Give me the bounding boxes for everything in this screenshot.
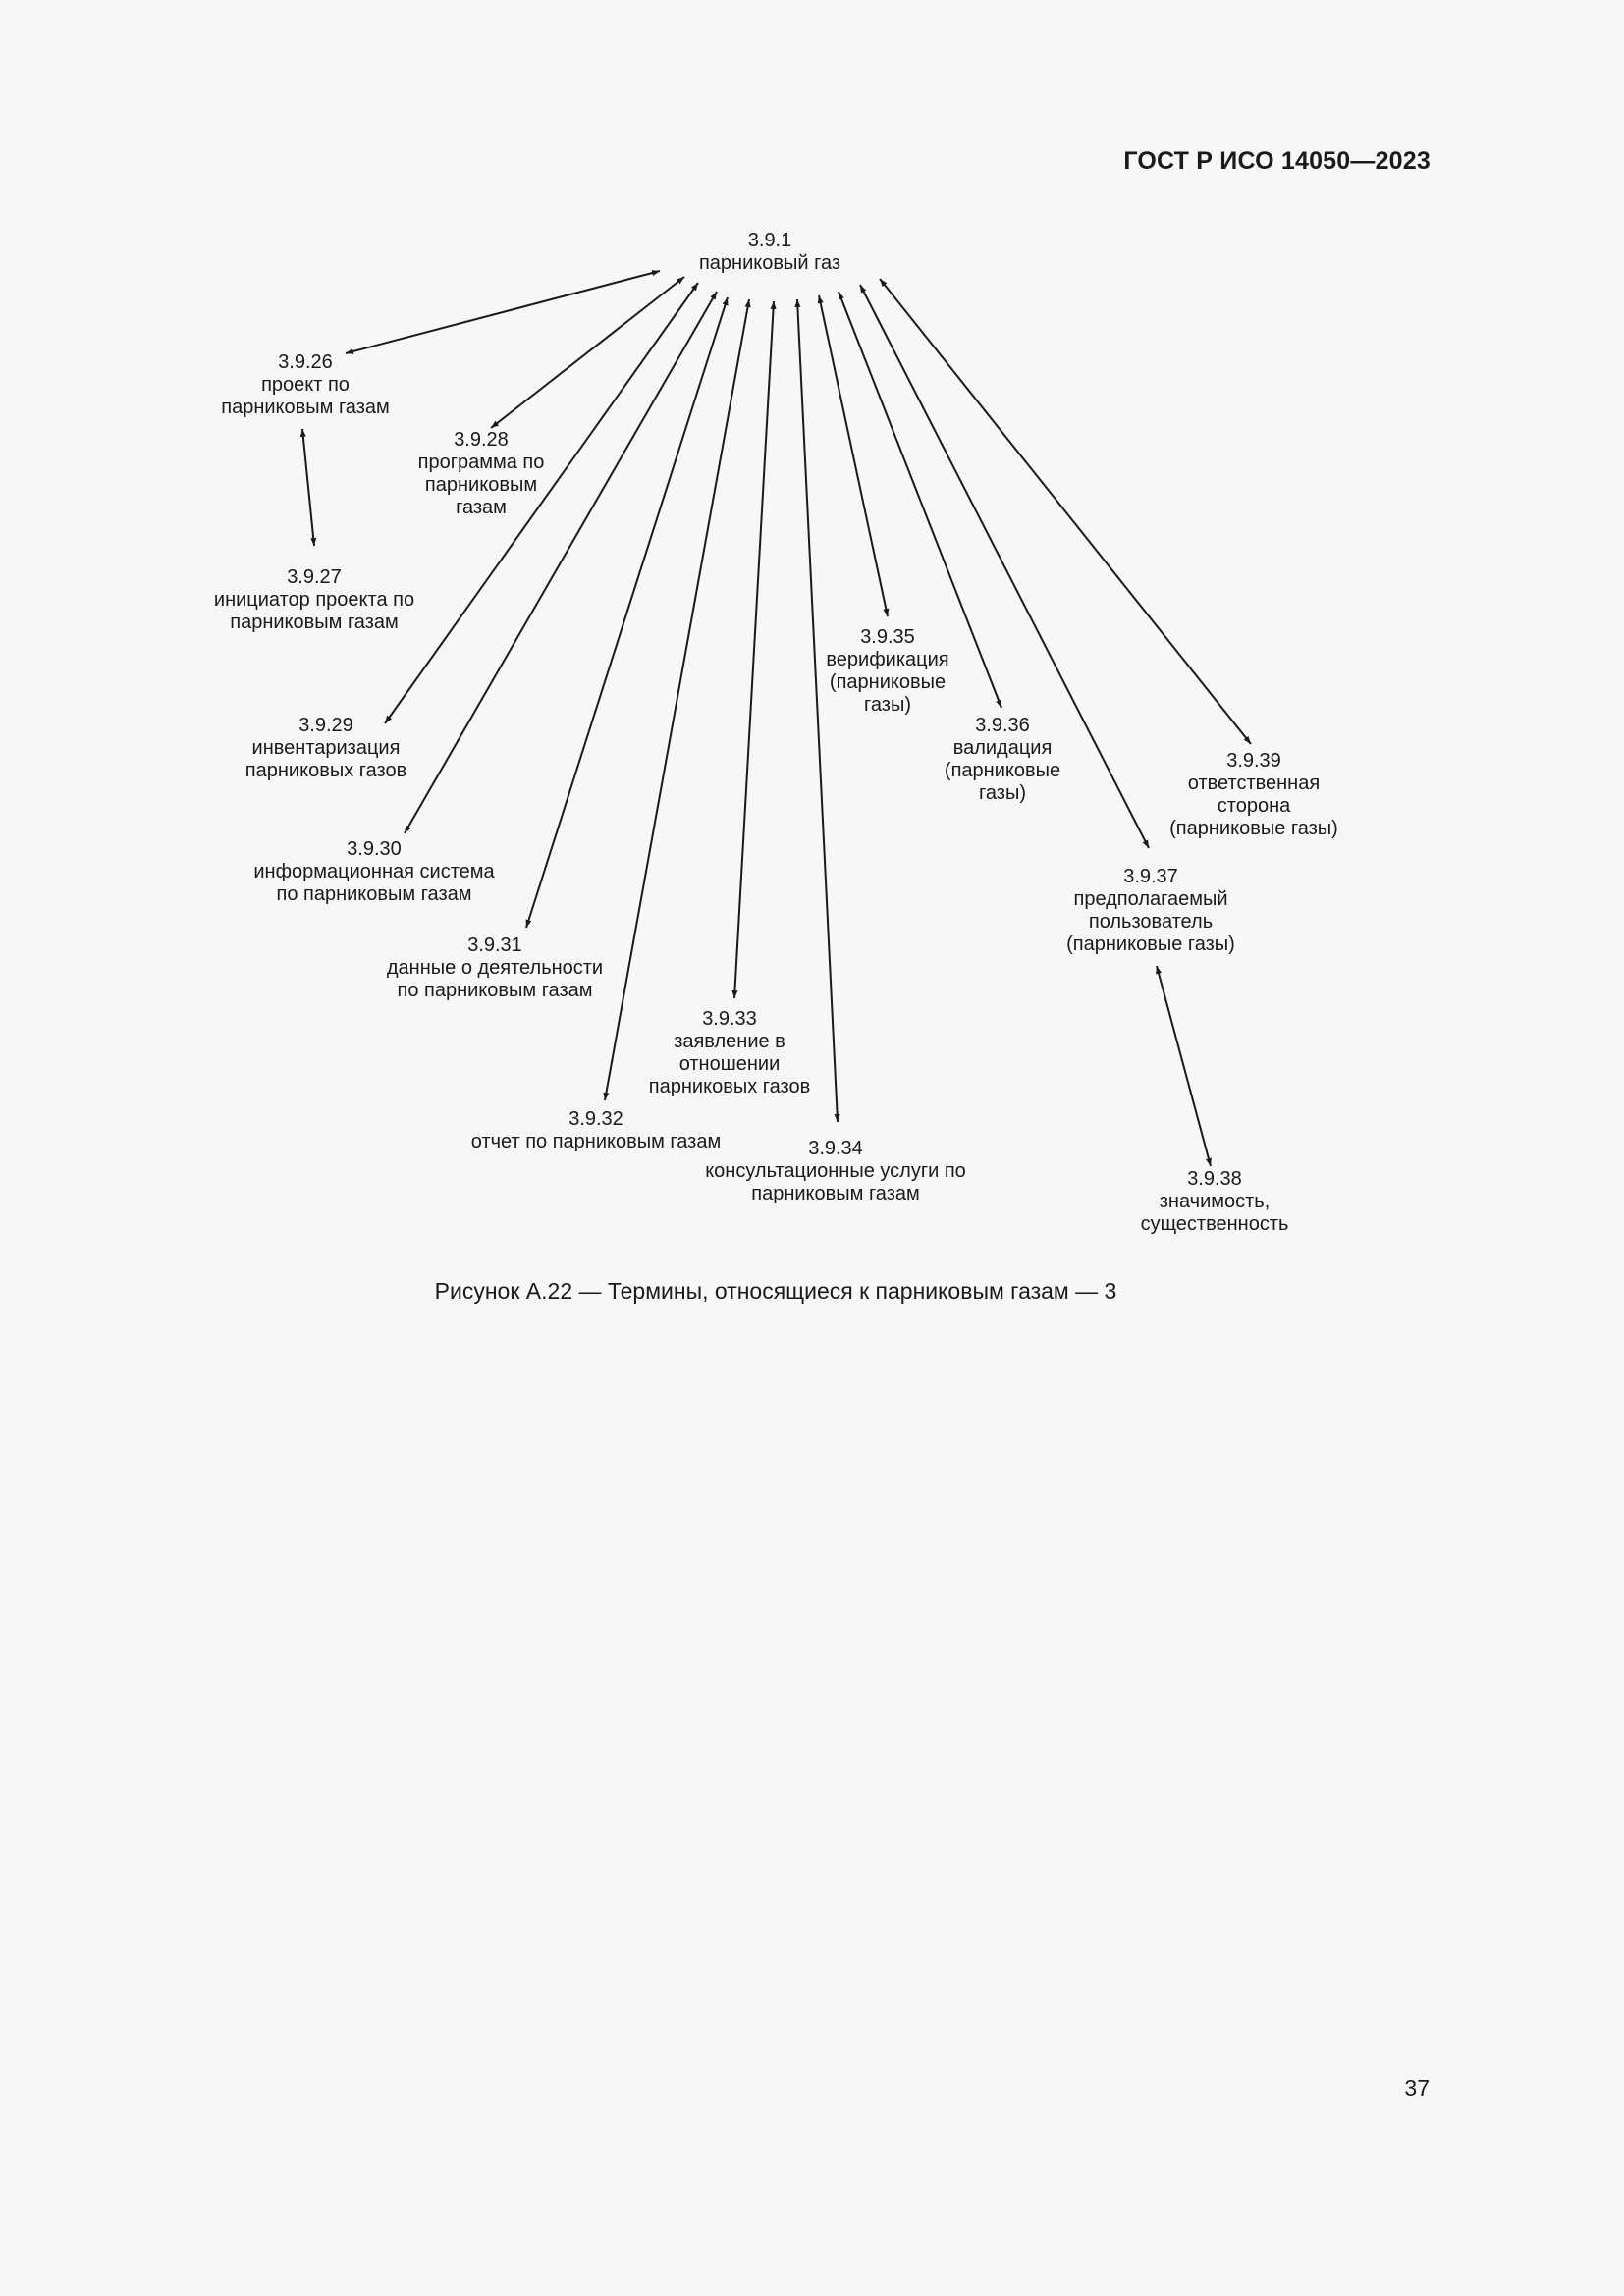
term-label: программа по (417, 452, 545, 473)
term-label: газам (456, 497, 507, 518)
term-label: предполагаемый (1073, 888, 1228, 910)
term-label: парниковых газов (244, 760, 407, 781)
node-3-9-37 (1066, 866, 1235, 956)
arrow-391-3928 (491, 277, 684, 428)
term-label: (парниковые газы) (1066, 934, 1235, 955)
term-label: существенность (1140, 1213, 1289, 1235)
term-number: 3.9.27 (287, 566, 342, 588)
term-label: парниковым газам (751, 1183, 920, 1204)
term-number: 3.9.33 (702, 1008, 757, 1030)
term-label: (парниковые (829, 671, 947, 693)
term-number: 3.9.38 (1187, 1168, 1242, 1190)
term-label: отношении (678, 1053, 781, 1075)
term-number: 3.9.30 (347, 838, 402, 860)
node-3-9-31 (387, 934, 603, 1002)
term-label: валидация (952, 737, 1053, 759)
document-header: ГОСТ Р ИСО 14050—2023 (1123, 147, 1431, 175)
term-label: инициатор проекта по (213, 589, 415, 611)
term-label: парниковым газам (221, 397, 390, 418)
term-label: газы) (864, 694, 911, 716)
term-label: консультационные услуги по (705, 1160, 966, 1182)
term-number: 3.9.29 (298, 715, 353, 736)
term-number: 3.9.31 (467, 934, 522, 956)
node-3-9-32 (471, 1108, 721, 1153)
node-3-9-28 (418, 429, 545, 519)
term-number: 3.9.36 (975, 715, 1030, 736)
term-number: 3.9.35 (860, 626, 915, 648)
arrow-391-3933 (734, 301, 774, 998)
node-3-9-1 (699, 230, 840, 275)
term-label: по парниковым газам (276, 883, 472, 905)
term-label: ответственная (1187, 773, 1321, 794)
term-number: 3.9.37 (1123, 866, 1178, 887)
arrow-391-3926 (346, 271, 660, 353)
node-3-9-34 (705, 1138, 966, 1205)
arrow-391-3931 (526, 297, 728, 928)
term-label: парниковых газов (648, 1076, 811, 1097)
arrow-391-3935 (819, 295, 888, 616)
term-number: 3.9.1 (747, 230, 792, 251)
term-number: 3.9.39 (1226, 750, 1281, 772)
node-3-9-27 (214, 566, 414, 634)
node-3-9-33 (649, 1008, 810, 1098)
term-label: значимость, (1159, 1191, 1271, 1212)
term-label: парниковым (424, 474, 538, 496)
node-3-9-39 (1169, 750, 1338, 840)
term-label: парниковый газ (698, 252, 841, 274)
term-label: информационная система (253, 861, 495, 882)
term-number: 3.9.32 (568, 1108, 623, 1130)
term-label: газы) (979, 782, 1026, 804)
term-label: отчет по парниковым газам (470, 1131, 722, 1152)
arrow-3926-3927 (302, 429, 314, 546)
node-3-9-30 (253, 838, 494, 906)
term-number: 3.9.34 (808, 1138, 863, 1159)
term-label: заявление в (674, 1031, 785, 1052)
term-label: сторона (1217, 795, 1291, 817)
term-number: 3.9.28 (454, 429, 509, 451)
term-label: по парниковым газам (397, 980, 593, 1001)
term-label: (парниковые газы) (1169, 818, 1338, 839)
node-3-9-38 (1141, 1168, 1289, 1236)
term-number: 3.9.26 (278, 351, 333, 373)
node-3-9-26 (221, 351, 390, 419)
node-3-9-35 (826, 626, 948, 717)
arrow-3937-3938 (1157, 966, 1211, 1166)
term-label: верификация (826, 649, 949, 670)
term-label: пользователь (1088, 911, 1214, 933)
term-label: инвентаризация (251, 737, 401, 759)
node-3-9-36 (945, 715, 1060, 805)
figure-caption: Рисунок А.22 — Термины, относящиеся к парниковым газам — 3 (434, 1278, 1117, 1304)
term-label: парниковым газам (230, 612, 399, 633)
term-label: (парниковые (944, 760, 1061, 781)
arrow-391-3932 (605, 299, 749, 1100)
term-label: проект по (261, 374, 350, 396)
node-3-9-29 (245, 715, 406, 782)
page-number: 37 (1404, 2075, 1430, 2101)
term-label: данные о деятельности (386, 957, 604, 979)
